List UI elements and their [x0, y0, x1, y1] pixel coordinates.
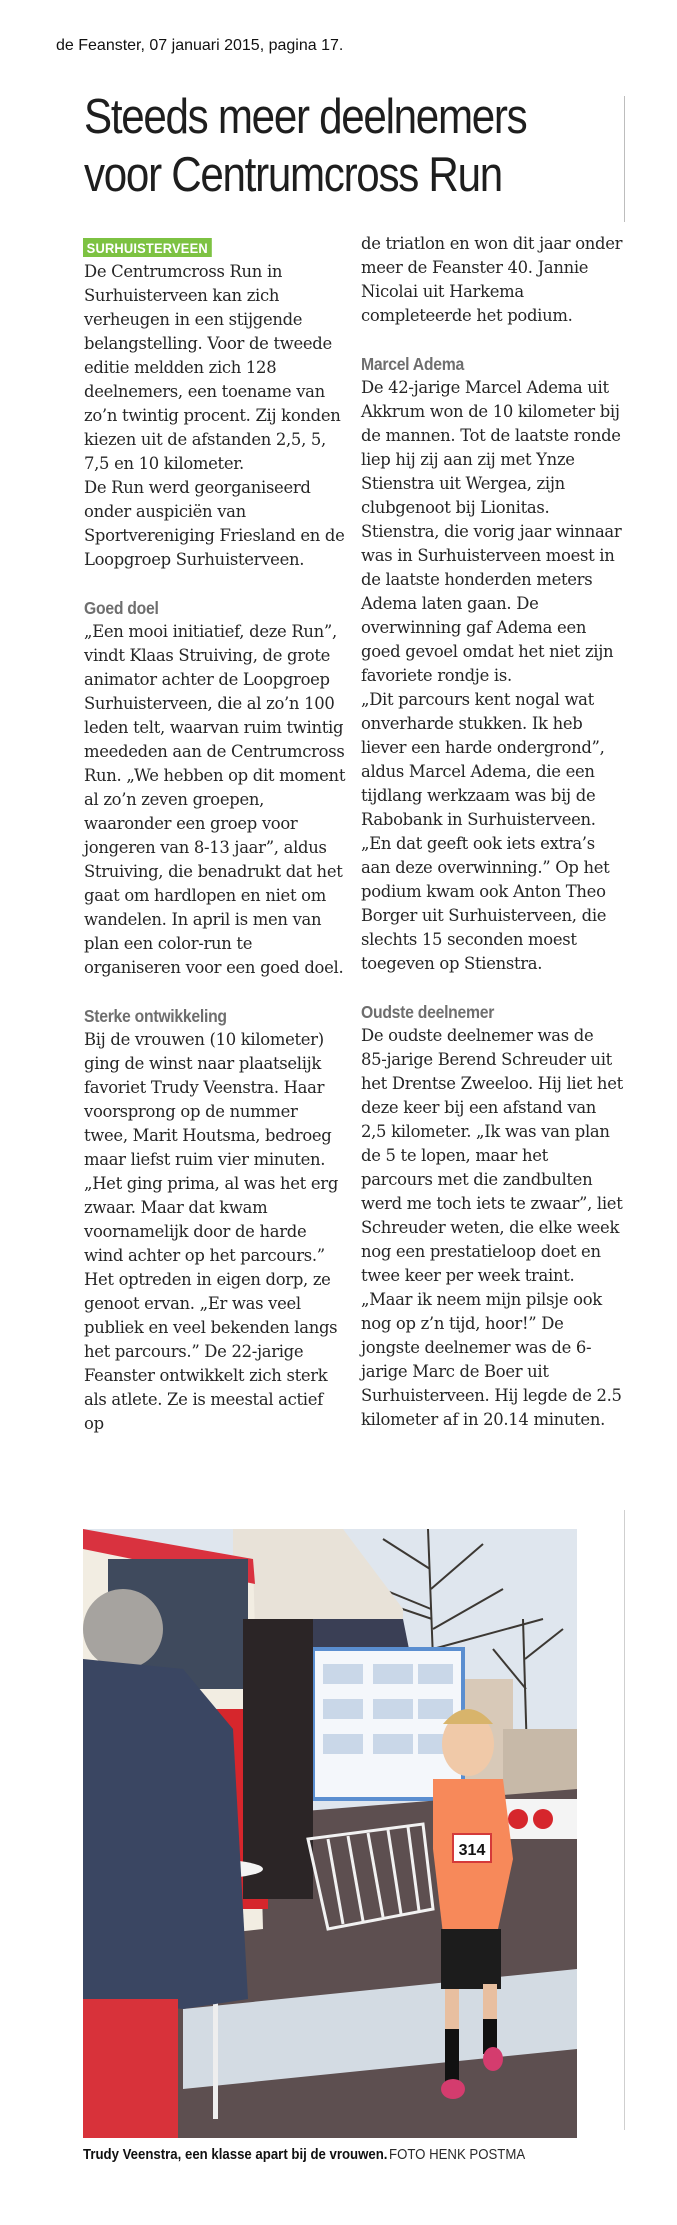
- column-divider-top: [624, 96, 625, 222]
- runner-shorts: [441, 1929, 501, 1989]
- continuation-paragraph: de triatlon en won dit jaar onder meer de Feanster 40. Jannie Nicolai uit Harkema completeerde het podium.: [361, 234, 623, 325]
- headline: [84, 88, 540, 204]
- subhead-oudste-deelnemer: Oudste deelnemer: [361, 1002, 495, 1022]
- bus-door: [243, 1619, 313, 1899]
- headline-line-1: Steeds meer deelnemers: [84, 90, 527, 144]
- banner-dot: [533, 1809, 553, 1829]
- runner-sock: [445, 2029, 459, 2084]
- article-photo: [83, 1529, 577, 2138]
- location-kicker: SURHUISTERVEEN: [83, 238, 212, 257]
- intro-paragraph: De Centrumcross Run in Surhuisterveen kan zich verheugen in een stijgende belangstelling. Voor de tweede editie meldden zich 128 deelnemers, een toename van zo’n twintig procent. Zij konden kiezen uit de afstanden 2,5, 5, 7,5 en 10 kilometer.: [84, 262, 341, 473]
- article-column-left: [84, 236, 346, 1436]
- banner-dot: [508, 1809, 528, 1829]
- body-paragraph: Bij de vrouwen (10 kilometer) ging de winst naar plaatselijk favoriet Trudy Veenstra. Haar voorsprong op de nummer twee, Marit Houtsma, bedroeg maar liefst ruim vier minuten. „Het ging prima, al was het erg zwaar. Maar dat kwam voornamelijk door de harde wind achter op het parcours.” Het optreden in eigen dorp, ze genoot ervan. „Er was veel publiek en veel bekenden langs het parcours.” De 22-jarige Feanster ontwikkelt zich sterk als atlete. Ze is meestal actief op: [84, 1030, 339, 1433]
- headline-line-2: voor Centrumcross Run: [84, 148, 502, 202]
- caption-text: Trudy Veenstra, een klasse apart bij de vrouwen.: [83, 2146, 388, 2163]
- intro-paragraph: De Run werd georganiseerd onder auspiciën van Sportvereniging Friesland en de Loopgroep Surhuisterveen.: [84, 478, 345, 569]
- spectator-head: [83, 1589, 163, 1669]
- photo-caption: [83, 2146, 544, 2163]
- sponsor-logos: [323, 1664, 453, 1754]
- body-paragraph: „Dit parcours kent nogal wat onverharde stukken. Ik heb liever een harde ondergrond”, aldus Marcel Adema, die een tijdlang werkzaam was bij de Rabobank in Surhuisterveen. „En dat geeft ook iets extra’s aan deze overwinning.” Op het podium kwam ook Anton Theo Borger uit Surhuisterveen, die slechts 15 seconden moest toegeven op Stienstra.: [361, 690, 610, 973]
- runner-shoe: [441, 2079, 465, 2099]
- bib-number: 314: [458, 1842, 486, 1859]
- body-paragraph: „Een mooi initiatief, deze Run”, vindt Klaas Struiving, de grote animator achter de Loopgroep Surhuisterveen, die al zo’n 100 leden telt, waarvan ruim twintig meededen aan de Centrumcross Run. „We hebben op dit moment al zo’n zeven groepen, waaronder een groep voor jongeren van 8-13 jaar”, aldus Struiving, die benadrukt dat het gaat om hardlopen en niet om wandelen. In april is men van plan een color-run te organiseren voor een goed doel.: [84, 622, 346, 977]
- source-line: de Feanster, 07 januari 2015, pagina 17.: [56, 37, 344, 54]
- photo-credit: FOTO HENK POSTMA: [389, 2146, 526, 2163]
- runner-shoe: [483, 2047, 503, 2071]
- photo-illustration: [83, 1529, 577, 2138]
- body-paragraph: De 42-jarige Marcel Adema uit Akkrum won de 10 kilometer bij de mannen. Tot de laatste ronde liep hij zij aan zij met Ynze Stienstra uit Wergea, zijn clubgenoot bij Lionitas. Stienstra, die vorig jaar winnaar was in Surhuisterveen moest in de laatste honderden meters Adema laten gaan. De overwinning gaf Adema een goed gevoel omdat het niet zijn favoriete rondje is.: [361, 378, 622, 685]
- subhead-goed-doel: Goed doel: [84, 598, 159, 618]
- article-column-right: [361, 232, 623, 1432]
- body-paragraph: De oudste deelnemer was de 85-jarige Berend Schreuder uit het Drentse Zweeloo. Hij liet het deze keer bij een afstand van 2,5 kilometer. „Ik was van plan de 5 te lopen, maar het parcours met die zandbulten werd me toch iets te zwaar”, liet Schreuder weten, die elke week nog een prestatieloop doet en twee keer per week traint. „Maar ik neem mijn pilsje ook nog op z’n tijd, hoor!” De jongste deelnemer was de 6-jarige Marc de Boer uit Surhuisterveen. Hij legde de 2.5 kilometer af in 20.14 minuten.: [361, 1026, 623, 1429]
- subhead-sterke-ontwikkeling: Sterke ontwikkeling: [84, 1006, 227, 1026]
- column-divider-photo: [624, 1510, 625, 2130]
- spectator-trousers: [83, 1999, 178, 2138]
- subhead-marcel-adema: Marcel Adema: [361, 354, 464, 374]
